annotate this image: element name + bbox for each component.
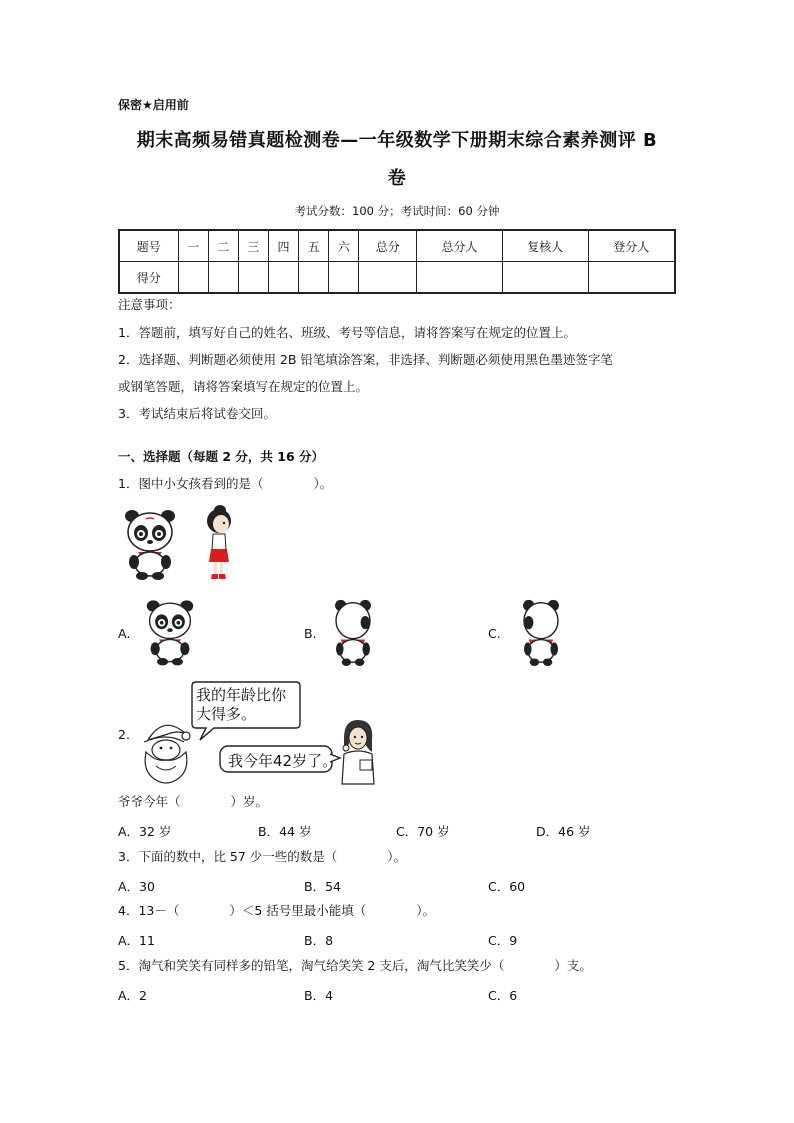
score-table-score-row bbox=[119, 262, 675, 294]
note-item: 或钢笔答题，请将答案填写在规定的位置上。 bbox=[118, 379, 369, 394]
option-label: A．11 bbox=[118, 933, 155, 948]
score-blank-cell bbox=[329, 262, 359, 294]
option-label: C. bbox=[488, 626, 501, 641]
option-label: A．30 bbox=[118, 879, 155, 894]
option-label: B．54 bbox=[304, 879, 341, 894]
speech-bubble-bottom-text: 我今年42岁了。 bbox=[228, 752, 338, 770]
page-title-line2: 卷 bbox=[387, 168, 407, 189]
score-blank-cell bbox=[178, 262, 208, 294]
bubble-line: 大得多。 bbox=[196, 705, 257, 723]
score-blank-cell bbox=[502, 262, 588, 294]
option-label: A. bbox=[118, 626, 131, 641]
option-label: B．8 bbox=[304, 933, 334, 948]
option-label: B．4 bbox=[304, 988, 334, 1003]
score-cell: 一 bbox=[178, 230, 208, 262]
question-5-stem: 5．淘气和笑笑有同样多的铅笔，淘气给笑笑 2 支后，淘气比笑笑少（ ）支。 bbox=[118, 958, 592, 973]
panda-front-icon bbox=[144, 598, 196, 666]
score-row-label: 得分 bbox=[119, 262, 178, 294]
score-blank-cell bbox=[588, 262, 675, 294]
question-3-stem: 3．下面的数中，比 57 少一些的数是（ ）。 bbox=[118, 849, 407, 864]
bubble-line: 我的年龄比你 bbox=[196, 686, 287, 704]
speech-bubble-top-text bbox=[196, 686, 286, 724]
option-label: B. bbox=[304, 626, 317, 641]
woman-icon bbox=[336, 718, 380, 786]
option-label: B．44 岁 bbox=[258, 824, 312, 839]
score-table bbox=[118, 229, 676, 294]
score-cell: 题号 bbox=[119, 230, 178, 262]
girl-side-icon bbox=[202, 504, 236, 582]
score-blank-cell bbox=[299, 262, 329, 294]
score-cell: 登分人 bbox=[588, 230, 675, 262]
panda-back-icon bbox=[330, 598, 376, 666]
santa-grandpa-icon bbox=[134, 716, 198, 786]
section-heading: 一、选择题（每题 2 分，共 16 分） bbox=[118, 449, 325, 464]
exam-info: 考试分数：100 分；考试时间：60 分钟 bbox=[294, 204, 500, 218]
option-label: C．9 bbox=[488, 933, 518, 948]
score-blank-cell bbox=[208, 262, 238, 294]
option-label: C．60 bbox=[488, 879, 526, 894]
score-blank-cell bbox=[417, 262, 503, 294]
score-blank-cell bbox=[238, 262, 268, 294]
score-table-header-row bbox=[119, 230, 675, 262]
score-cell: 总分人 bbox=[417, 230, 503, 262]
note-item: 1．答题前，填写好自己的姓名、班级、考号等信息，请将答案写在规定的位置上。 bbox=[118, 325, 576, 340]
panda-front-icon bbox=[122, 508, 178, 580]
option-label: A．32 岁 bbox=[118, 824, 172, 839]
question-4-stem: 4．13－（ ）＜5 括号里最小能填（ ）。 bbox=[118, 903, 436, 918]
question-2-number: 2. bbox=[118, 727, 130, 742]
score-cell: 六 bbox=[329, 230, 359, 262]
secret-label: 保密★启用前 bbox=[118, 98, 189, 112]
page-title: 期末高频易错真题检测卷—一年级数学下册期末综合素养测评 B bbox=[136, 130, 658, 151]
score-cell: 复核人 bbox=[502, 230, 588, 262]
option-label: C．70 岁 bbox=[396, 824, 450, 839]
score-cell: 三 bbox=[238, 230, 268, 262]
option-label: C．6 bbox=[488, 988, 518, 1003]
note-item: 2．选择题、判断题必须使用 2B 铅笔填涂答案，非选择、判断题必须使用黑色墨迹签字笔 bbox=[118, 352, 613, 367]
score-cell: 五 bbox=[299, 230, 329, 262]
option-label: D．46 岁 bbox=[536, 824, 591, 839]
score-cell: 总分 bbox=[359, 230, 417, 262]
panda-back-icon bbox=[518, 598, 564, 666]
question-1-stem: 1．图中小女孩看到的是（ ）。 bbox=[118, 476, 333, 491]
score-cell: 二 bbox=[208, 230, 238, 262]
question-2-stem: 爷爷今年（ ）岁。 bbox=[118, 794, 269, 809]
notes-title: 注意事项： bbox=[118, 297, 181, 312]
option-label: A．2 bbox=[118, 988, 148, 1003]
score-blank-cell bbox=[268, 262, 298, 294]
score-cell: 四 bbox=[268, 230, 298, 262]
score-blank-cell bbox=[359, 262, 417, 294]
note-item: 3．考试结束后将试卷交回。 bbox=[118, 406, 276, 421]
